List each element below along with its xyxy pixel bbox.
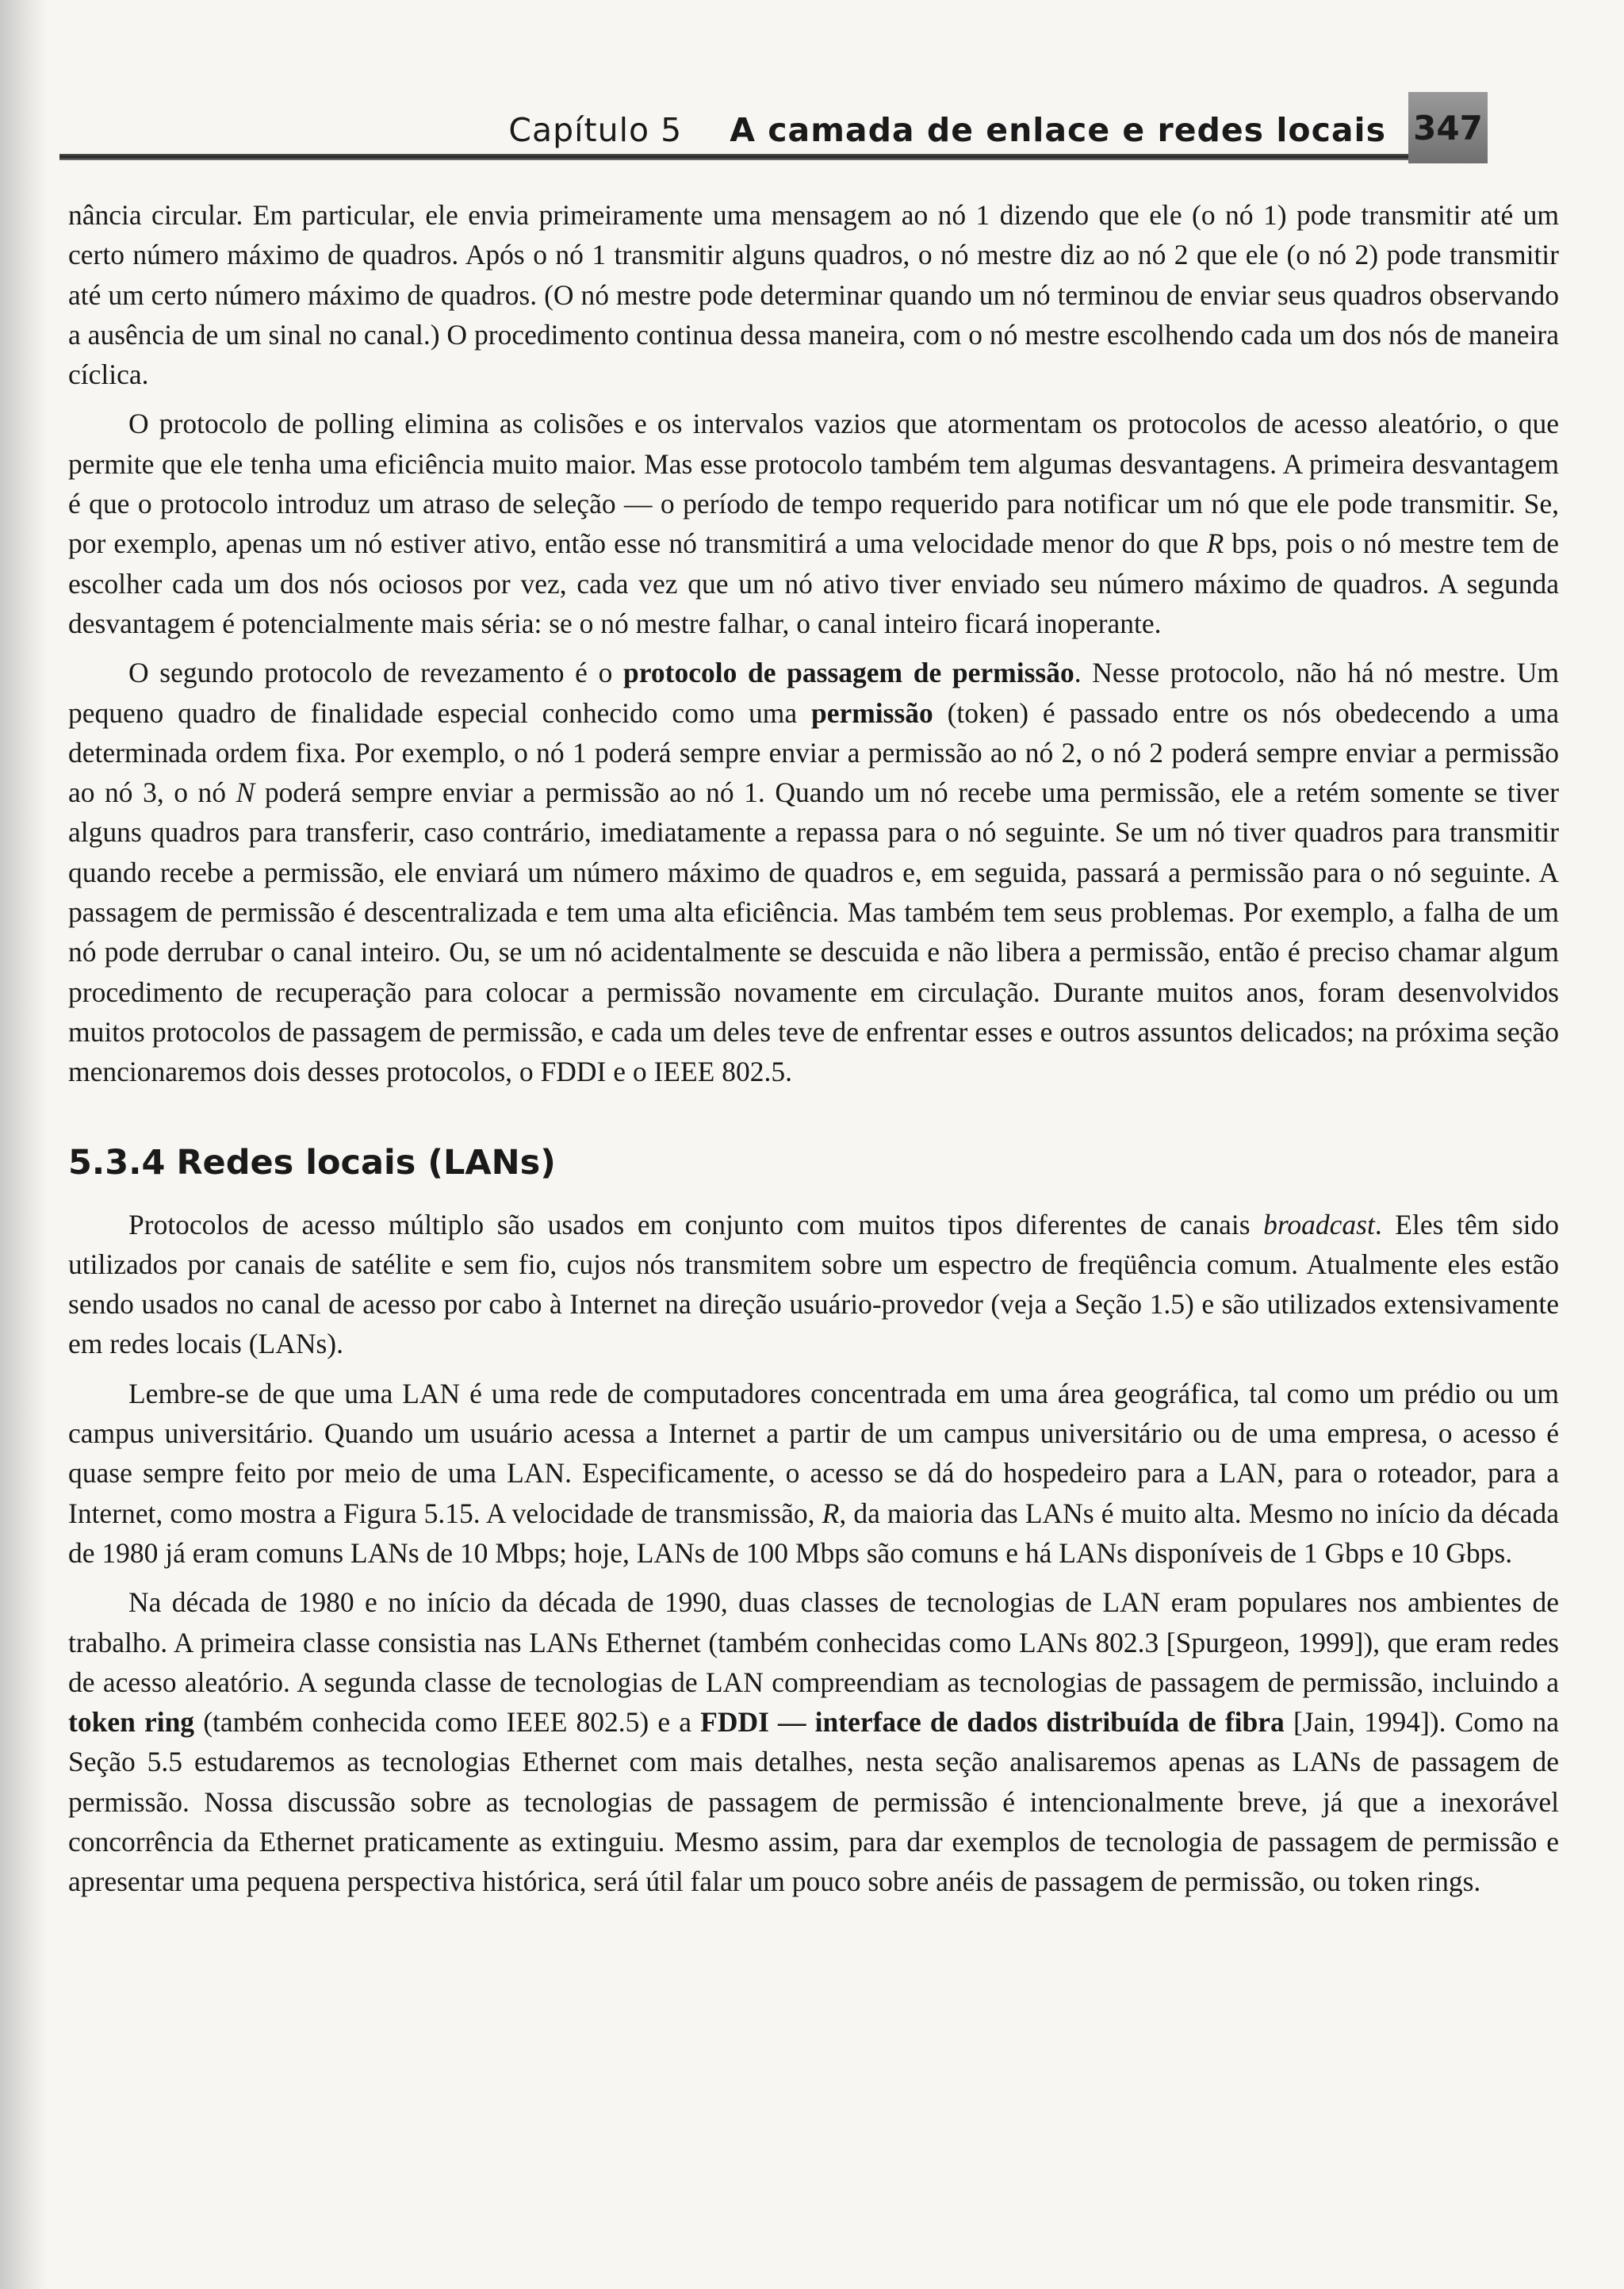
- paragraph-1: nância circular. Em particular, ele envia primeiramente uma mensagem ao nó 1 dizendo que ele (o nó 1) pode transmitir até um certo número máximo de quadros. Após o nó 1 transmitir alguns quadros, o nó mestre diz ao nó 2 que ele (o nó 2) pode transmitir até um certo número máximo de quadros. (O nó mestre pode determinar quando um nó terminou de enviar seus quadros observando a ausência de um sinal no canal.) O procedimento continua dessa maneira, com o nó mestre escolhendo cada um dos nós de maneira cíclica.: [68, 199, 1559, 391]
- page-header: [0, 0, 1624, 171]
- rate-symbol: R: [1206, 527, 1224, 560]
- header-rule: [59, 154, 1481, 160]
- page-number: 347: [1413, 108, 1483, 148]
- paragraph-2: O protocolo de polling elimina as colisões e os intervalos vazios que atormentam os protocolos de acesso aleatório, o que permite que ele tenha uma eficiência muito maior. Mas esse protocolo também tem algumas desvantagens. A primeira desvantagem é que o protocolo introduz um atraso de seleção — o período de tempo requerido para notificar um nó que ele pode transmitir. Se, por exemplo, apenas um nó estiver ativo, então esse nó transmitirá a uma velocidade menor do que R bps, pois o nó mestre tem de escolher cada um dos nós ociosos por vez, cada vez que um nó ativo tiver enviado seu número máximo de quadros. A segunda desvantagem é potencialmente mais séria: se o nó mestre falhar, o canal inteiro ficará inoperante.: [68, 408, 1559, 639]
- binding-shadow: [0, 0, 48, 2289]
- term-broadcast: broadcast: [1263, 1208, 1375, 1240]
- page-number-box: [1408, 92, 1488, 163]
- chapter-label: Capítulo 5: [508, 111, 683, 149]
- paragraph-4: Protocolos de acesso múltiplo são usados em conjunto com muitos tipos diferentes de canais broadcast. Eles têm sido utilizados por canais de satélite e sem fio, cujos nós transmitem sobre um espectro de freqüência comum. Atualmente eles estão sendo usados no canal de acesso por cabo à Internet na direção usuário-provedor (veja a Seção 1.5) e são utilizados extensivamente em redes locais (LANs).: [68, 1208, 1560, 1360]
- section-title: Redes locais (LANs): [176, 1142, 556, 1183]
- term-token-passing: protocolo de passagem de permissão: [623, 657, 1074, 689]
- term-token: permissão: [810, 696, 933, 729]
- running-head: [508, 111, 1386, 149]
- section-number: 5.3.4: [68, 1142, 166, 1183]
- paragraph-5: Lembre-se de que uma LAN é uma rede de computadores concentrada em uma área geográfica, tal como um prédio ou um campus universitário. Quando um usuário acessa a Internet a partir de um campus universitário ou de uma empresa, o acesso é quase sempre feito por meio de uma LAN. Especificamente, o acesso se dá do hospedeiro para a LAN, para o roteador, para a Internet, como mostra a Figura 5.15. A velocidade de transmissão, R, da maioria das LANs é muito alta. Mesmo no início da década de 1980 já eram comuns LANs de 10 Mbps; hoje, LANs de 100 Mbps são comuns e há LANs disponíveis de 1 Gbps e 10 Gbps.: [68, 1377, 1560, 1569]
- term-fddi: FDDI — interface de dados distribuída de fibra: [700, 1706, 1285, 1739]
- paragraph-3: O segundo protocolo de revezamento é o protocolo de passagem de permissão. Nesse protocolo, não há nó mestre. Um pequeno quadro de finalidade especial conhecido como uma permissão (token) é passado entre os nós obedecendo a uma determinada ordem fixa. Por exemplo, o nó 1 poderá sempre enviar a permissão ao nó 2, o nó 2 poderá sempre enviar a permissão ao nó 3, o nó N poderá sempre enviar a permissão ao nó 1. Quando um nó recebe uma permissão, ele a retém somente se tiver alguns quadros para transferir, caso contrário, imediatamente a repassa para o nó seguinte. Se um nó tiver quadros para transmitir quando recebe a permissão, ele enviará um número máximo de quadros e, em seguida, passará a permissão para o nó seguinte. A passagem de permissão é descentralizada e tem uma alta eficiência. Mas também tem seus problemas. Por exemplo, a falha de um nó pode derrubar o canal inteiro. Ou, se um nó acidentalmente se descuida e não libera a permissão, então é preciso chamar algum procedimento de recuperação para colocar a permissão novamente em circulação. Durante muitos anos, foram desenvolvidos muitos protocolos de passagem de permissão, e cada um deles teve de enfrentar esses e outros assuntos delicados; na próxima seção mencionaremos dois desses protocolos, o FDDI e o IEEE 802.5.: [68, 657, 1559, 1088]
- chapter-title: A camada de enlace e redes locais: [730, 111, 1386, 149]
- node-symbol: N: [236, 776, 255, 809]
- paragraph-6: Na década de 1980 e no início da década de 1990, duas classes de tecnologias de LAN eram populares nos ambientes de trabalho. A primeira classe consistia nas LANs Ethernet (também conhecidas como LANs 802.3 [Spurgeon, 1999]), que eram redes de acesso aleatório. A segunda classe de tecnologias de LAN compreendiam as tecnologias de passagem de permissão, incluindo a token ring (também conhecida como IEEE 802.5) e a FDDI — interface de dados distribuída de fibra [Jain, 1994]). Como na Seção 5.5 estudaremos as tecnologias Ethernet com mais detalhes, nesta seção analisaremos apenas as LANs de passagem de permissão. Nossa discussão sobre as tecnologias de passagem de permissão é intencionalmente breve, já que a inexorável concorrência da Ethernet praticamente as extinguiu. Mesmo assim, para dar exemplos de tecnologia de passagem de permissão e apresentar uma pequena perspectiva histórica, será útil falar um pouco sobre anéis de passagem de permissão, ou token rings.: [68, 1586, 1560, 1898]
- term-token-ring: token ring: [68, 1706, 195, 1739]
- rate-symbol: R: [822, 1497, 840, 1529]
- section-heading: [68, 1143, 1559, 1183]
- page-body: [68, 195, 1559, 1911]
